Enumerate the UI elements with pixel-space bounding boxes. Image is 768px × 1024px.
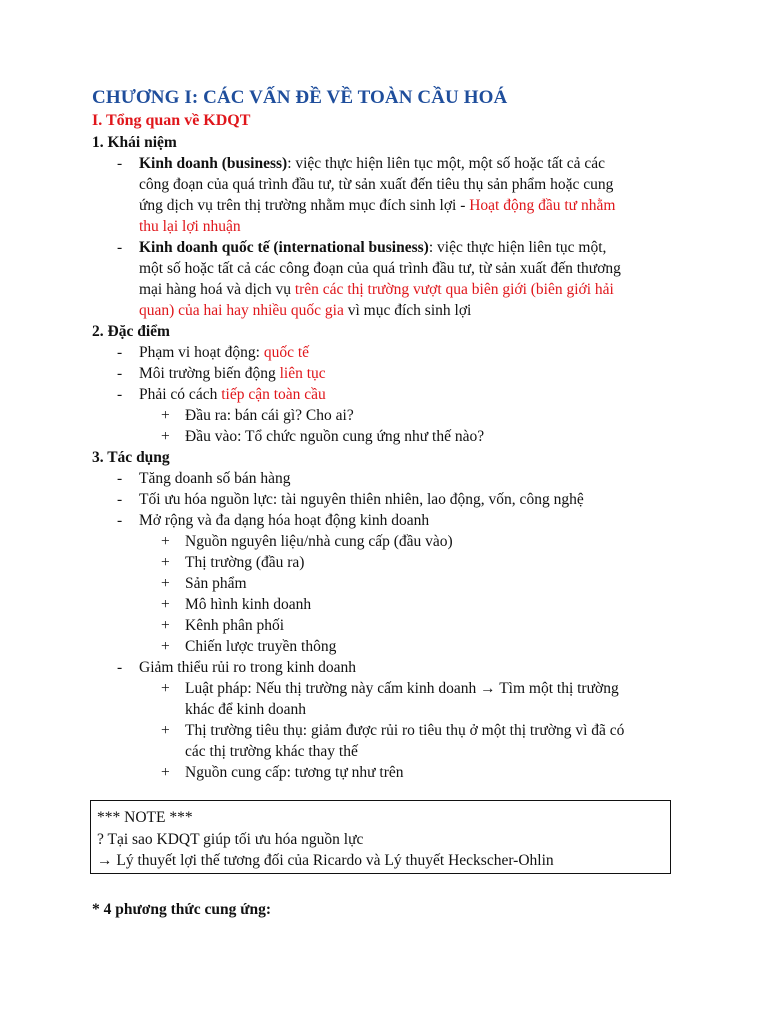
definition-business-line-1: Kinh doanh (business): việc thực hiện liên tục một, một số hoặc tất cả các (139, 155, 606, 172)
characteristic-subitem: Đầu ra: bán cái gì? Cho ai? (185, 407, 354, 424)
risk-subitem-supply: Nguồn cung cấp: tương tự như trên (185, 764, 404, 781)
subsection-title-characteristics: 2. Đặc điểm (92, 323, 170, 340)
definition-ib-line-1: Kinh doanh quốc tế (international business): việc thực hiện liên tục một, (139, 239, 607, 256)
effect-subitem: Thị trường (đầu ra) (185, 554, 305, 571)
bullet-plus: + (161, 407, 170, 424)
bullet-plus: + (161, 680, 170, 697)
effect-subitem: Mô hình kinh doanh (185, 596, 312, 613)
bullet-plus: + (161, 575, 170, 592)
effect-subitem: Chiến lược truyền thông (185, 638, 337, 655)
section-title: I. Tổng quan về KDQT (92, 112, 251, 129)
bullet-plus: + (161, 722, 170, 739)
note-answer: → Lý thuyết lợi thế tương đối của Ricardo và Lý thuyết Heckscher-Ohlin (97, 852, 554, 869)
risk-subitem-law-line-1: Luật pháp: Nếu thị trường này cấm kinh doanh → Tìm một thị trường (185, 680, 619, 697)
bullet-plus: + (161, 617, 170, 634)
definition-ib-line-3: mại hàng hoá và dịch vụ trên các thị trường vượt qua biên giới (biên giới hải (139, 281, 614, 298)
bullet-plus: + (161, 638, 170, 655)
effect-item: Tối ưu hóa nguồn lực: tài nguyên thiên nhiên, lao động, vốn, công nghệ (139, 491, 584, 508)
effect-item: Tăng doanh số bán hàng (139, 470, 291, 487)
bullet-plus: + (161, 764, 170, 781)
bullet-plus: + (161, 554, 170, 571)
bullet-dash: - (117, 344, 123, 361)
definition-ib-line-2: một số hoặc tất cả các công đoạn của quá trình đầu tư, từ sản xuất đến thương (139, 260, 621, 277)
bullet-dash: - (117, 239, 123, 256)
definition-business-line-2: công đoạn của quá trình đầu tư, từ sản xuất đến tiêu thụ sản phẩm hoặc cung (139, 176, 614, 193)
bullet-dash: - (117, 155, 123, 172)
risk-subitem-market-line-2: các thị trường khác thay thế (185, 743, 358, 760)
definition-ib-line-4: quan) của hai hay nhiều quốc gia vì mục đích sinh lợi (139, 302, 472, 319)
effect-subitem: Kênh phân phối (185, 617, 285, 634)
risk-subitem-law-line-2: khác để kinh doanh (185, 701, 306, 718)
subsection-title-effects: 3. Tác dụng (92, 449, 170, 466)
definition-business-line-3: ứng dịch vụ trên thị trường nhằm mục đích sinh lợi - Hoạt động đầu tư nhằm (139, 197, 616, 214)
definition-business-line-4: thu lại lợi nhuận (139, 218, 241, 235)
characteristic-item: Phạm vi hoạt động: quốc tế (139, 344, 310, 361)
supply-methods-heading: * 4 phương thức cung ứng: (92, 901, 272, 918)
subsection-title-concept: 1. Khái niệm (92, 134, 177, 151)
bullet-dash: - (117, 491, 123, 508)
bullet-dash: - (117, 512, 123, 529)
bullet-plus: + (161, 533, 170, 550)
effect-item: Mở rộng và đa dạng hóa hoạt động kinh doanh (139, 512, 430, 529)
effect-subitem: Sản phẩm (185, 575, 247, 592)
effect-item: Giảm thiểu rủi ro trong kinh doanh (139, 659, 356, 676)
chapter-title: CHƯƠNG I: CÁC VẤN ĐỀ VỀ TOÀN CẦU HOÁ (92, 87, 508, 108)
characteristic-subitem: Đầu vào: Tổ chức nguồn cung ứng như thế nào? (185, 428, 485, 445)
effect-subitem: Nguồn nguyên liệu/nhà cung cấp (đầu vào) (185, 533, 453, 550)
characteristic-item: Phải có cách tiếp cận toàn cầu (139, 386, 326, 403)
bullet-dash: - (117, 659, 123, 676)
risk-subitem-market-line-1: Thị trường tiêu thụ: giảm được rủi ro tiêu thụ ở một thị trường vì đã có (185, 722, 625, 739)
bullet-dash: - (117, 470, 123, 487)
note-question: ? Tại sao KDQT giúp tối ưu hóa nguồn lực (97, 831, 364, 848)
characteristic-item: Môi trường biến động liên tục (139, 365, 326, 382)
bullet-plus: + (161, 596, 170, 613)
note-header: *** NOTE *** (97, 809, 193, 826)
bullet-dash: - (117, 365, 123, 382)
bullet-dash: - (117, 386, 123, 403)
bullet-plus: + (161, 428, 170, 445)
